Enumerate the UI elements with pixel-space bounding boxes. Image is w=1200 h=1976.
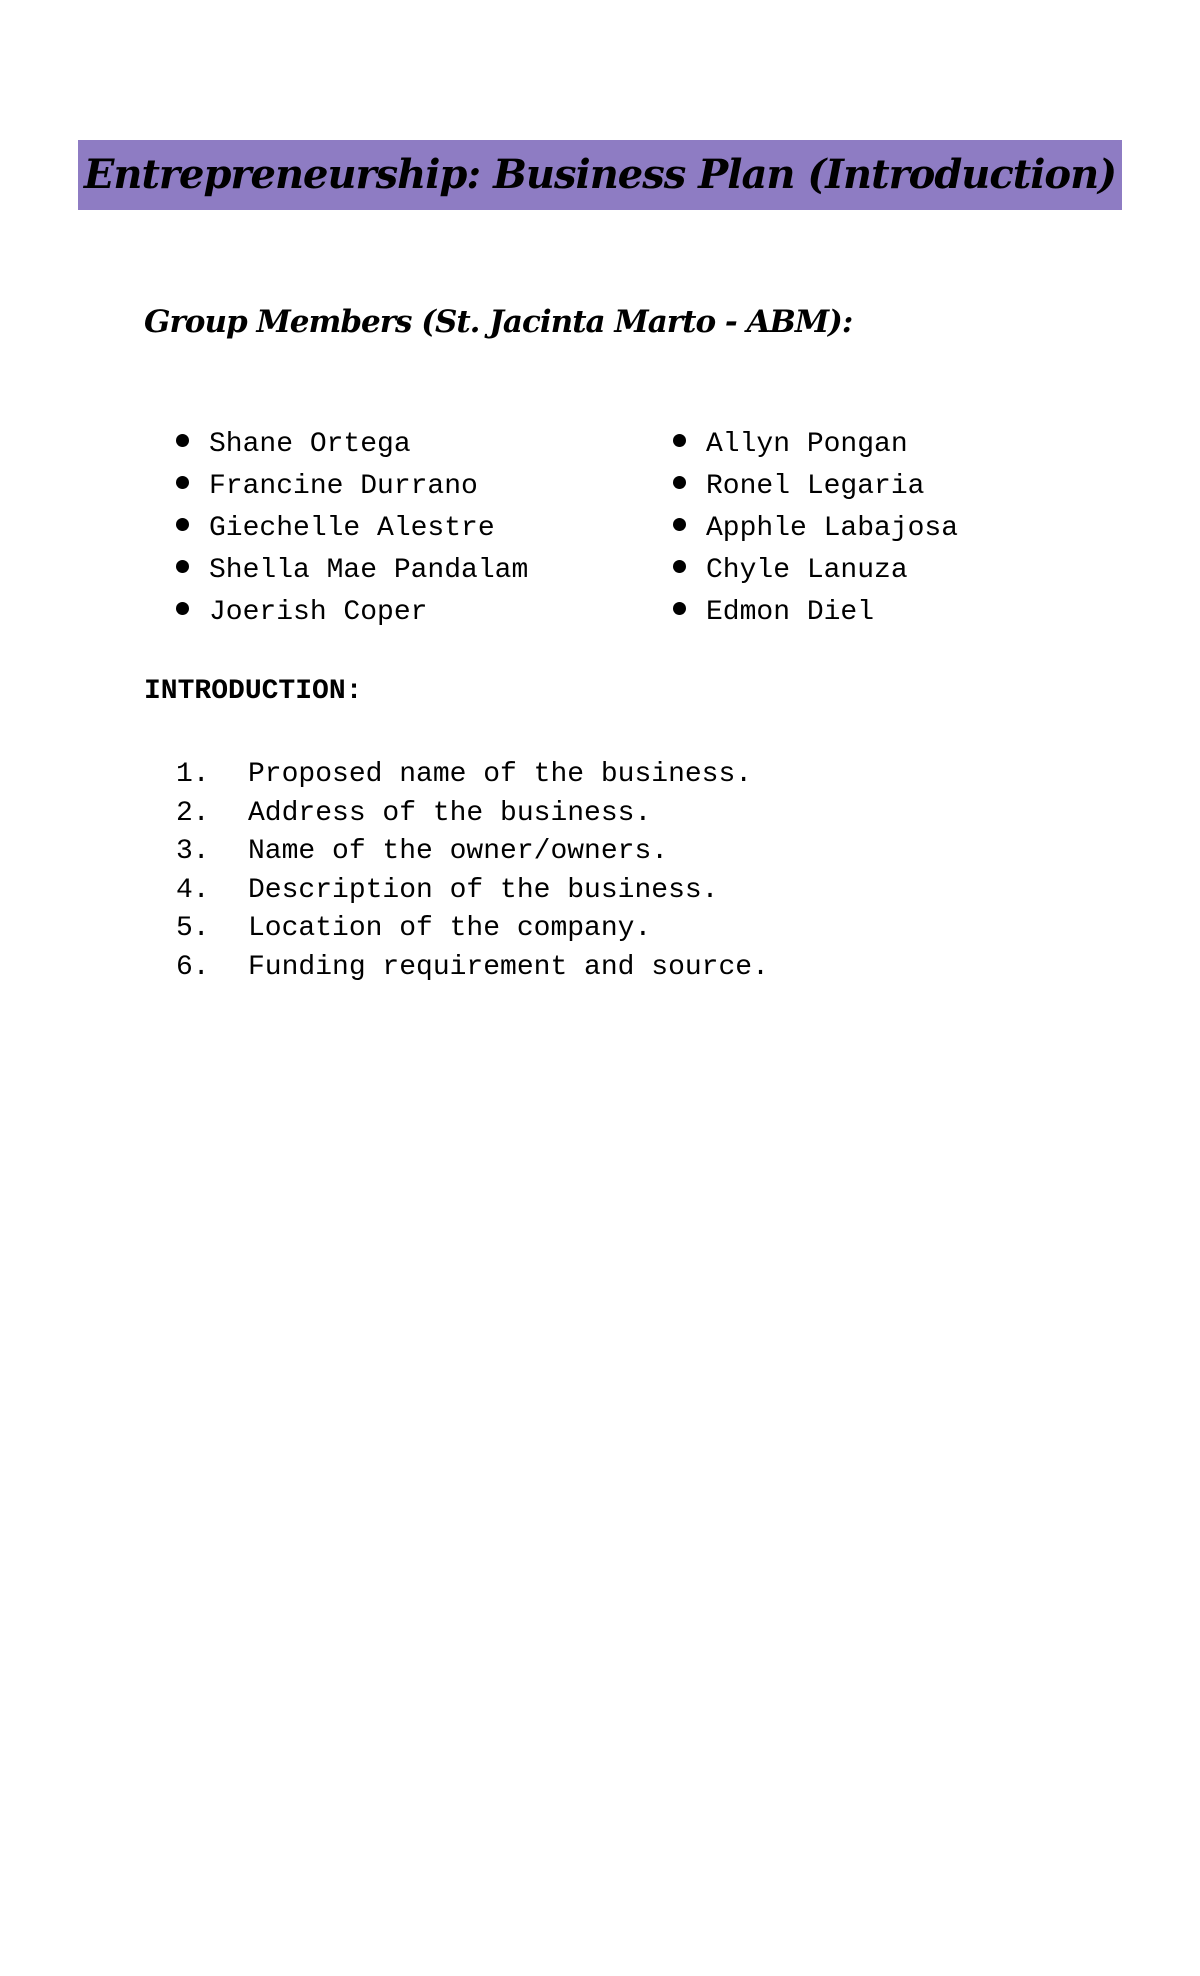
list-number: 1.	[176, 759, 210, 790]
member-name: Allyn Pongan	[706, 429, 908, 460]
document-title: Entrepreneurship: Business Plan (Introduction)	[78, 140, 1122, 210]
list-text: Funding requirement and source.	[248, 951, 769, 983]
list-text: Description of the business.	[248, 874, 719, 906]
member-name: Ronel Legaria	[706, 471, 925, 502]
members-list-left	[176, 424, 528, 634]
member-name: Giechelle Alestre	[209, 513, 495, 544]
member-name: Edmon Diel	[706, 597, 875, 628]
list-text: Address of the business.	[248, 797, 652, 829]
list-number: 6.	[176, 951, 210, 983]
introduction-heading: INTRODUCTION:	[144, 676, 363, 707]
list-text: Proposed name of the business.	[248, 759, 753, 790]
group-members-heading: Group Members (St. Jacinta Marto - ABM):	[144, 304, 853, 340]
member-item	[673, 508, 958, 550]
list-item	[176, 910, 769, 949]
bullet-icon	[673, 560, 686, 573]
member-item	[673, 424, 958, 466]
bullet-icon	[673, 602, 686, 615]
member-item	[673, 592, 958, 634]
list-item	[176, 795, 769, 834]
bullet-icon	[176, 518, 189, 531]
list-item	[176, 833, 769, 872]
list-number: 3.	[176, 836, 210, 867]
member-item	[176, 424, 528, 466]
list-item	[176, 872, 769, 911]
bullet-icon	[176, 602, 189, 615]
list-item	[176, 949, 769, 988]
member-name: Shane Ortega	[209, 429, 411, 460]
list-text: Name of the owner/owners.	[248, 836, 669, 867]
members-list-right	[673, 424, 958, 634]
title-container	[0, 140, 1200, 210]
list-number: 4.	[176, 874, 210, 906]
bullet-icon	[673, 518, 686, 531]
member-item	[176, 466, 528, 508]
bullet-icon	[176, 476, 189, 489]
member-name: Chyle Lanuza	[706, 555, 908, 586]
member-name: Joerish Coper	[209, 597, 428, 628]
member-name: Francine Durrano	[209, 471, 478, 502]
member-name: Shella Mae Pandalam	[209, 555, 529, 586]
list-number: 2.	[176, 797, 210, 829]
member-item	[176, 592, 528, 634]
list-number: 5.	[176, 913, 210, 944]
list-item	[176, 756, 769, 795]
introduction-list	[176, 756, 769, 987]
bullet-icon	[673, 434, 686, 447]
bullet-icon	[176, 560, 189, 573]
bullet-icon	[176, 434, 189, 447]
member-item	[673, 550, 958, 592]
member-item	[176, 508, 528, 550]
member-item	[673, 466, 958, 508]
list-text: Location of the company.	[248, 913, 652, 944]
member-name: Apphle Labajosa	[706, 513, 959, 544]
member-item	[176, 550, 528, 592]
bullet-icon	[673, 476, 686, 489]
